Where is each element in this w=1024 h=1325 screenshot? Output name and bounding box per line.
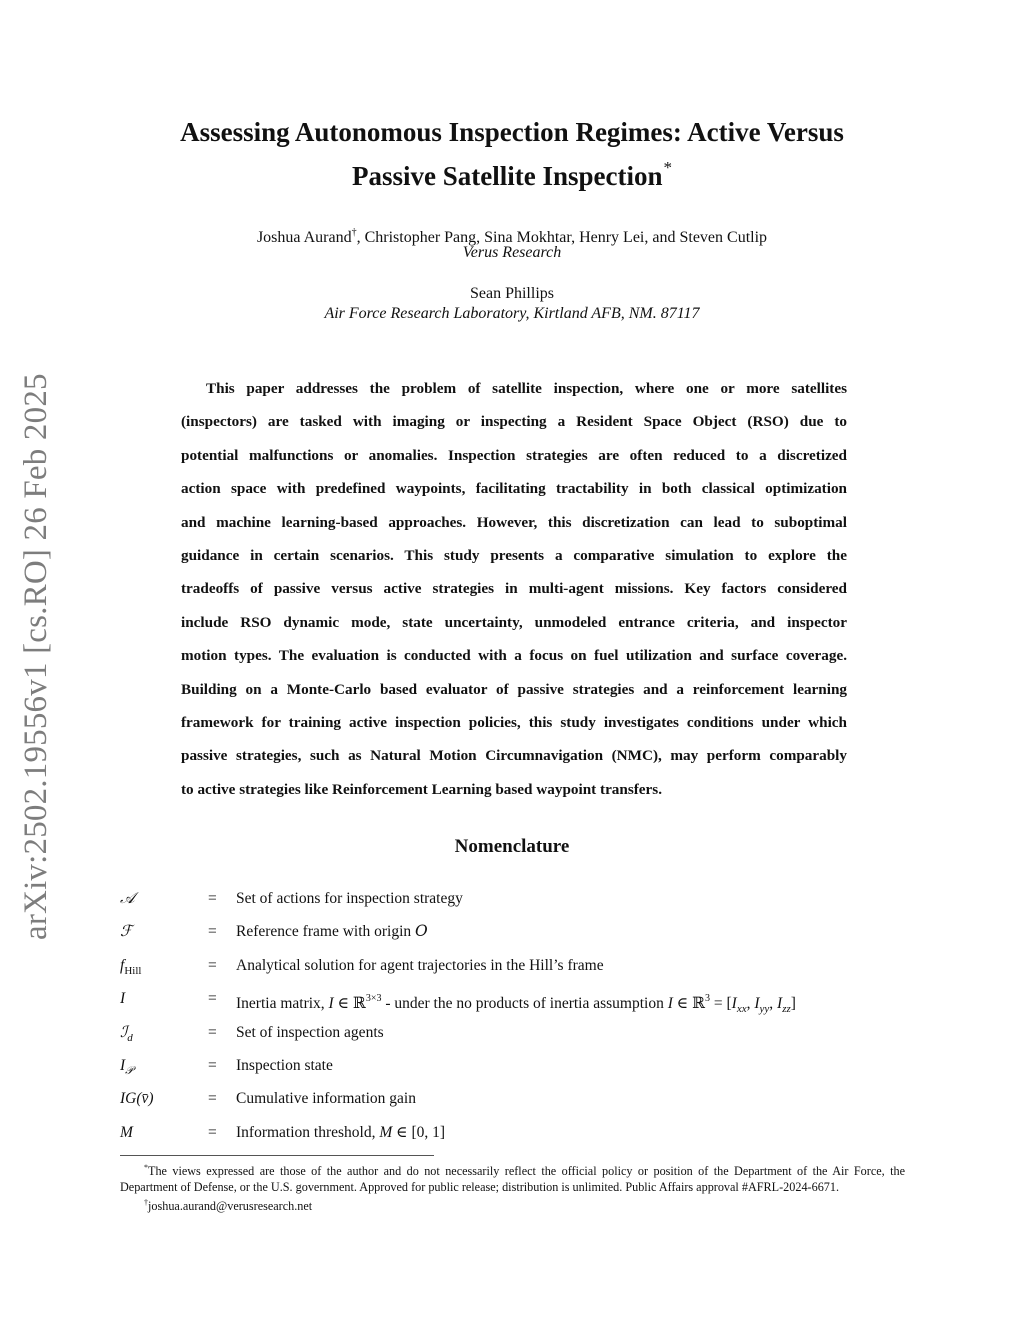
equals-sign: = <box>208 890 217 907</box>
math-symbol: I <box>667 995 673 1013</box>
affiliation-verus: Verus Research <box>462 244 562 261</box>
math-symbol: M <box>379 1123 393 1141</box>
abstract <box>181 372 847 806</box>
equals-sign: = <box>208 1056 217 1074</box>
equals-sign: = <box>208 923 217 941</box>
abstract-line: include RSO dynamic mode, state uncertainty, unmodeled entrance criteria, and inspector <box>181 613 847 631</box>
arxiv-identifier: arXiv:2502.19556v1 [cs.RO] 26 Feb 2025 <box>18 373 54 940</box>
title-footnote-mark[interactable]: * <box>663 158 672 177</box>
author-footnote-mark[interactable]: † <box>351 227 357 238</box>
nomenclature-definition: Analytical solution for agent trajectories in the Hill’s frame <box>236 956 604 974</box>
abstract-line: Building on a Monte-Carlo based evaluator of passive strategies and a reinforcement learning <box>181 680 847 698</box>
nomenclature-row <box>120 952 920 985</box>
abstract-line: action space with predefined waypoints, facilitating tractability in both classical optimization <box>181 480 847 498</box>
other-authors: , Christopher Pang, Sina Mokhtar, Henry Lei, and Steven Cutlip <box>356 229 768 246</box>
nomenclature-symbol: ℱ <box>120 923 133 941</box>
abstract-line: framework for training active inspection policies, this study investigates conditions under which <box>181 714 847 732</box>
nomenclature-definition <box>236 1119 445 1147</box>
definition-text: , <box>746 995 755 1013</box>
definition-text: ∈ ℝ <box>672 995 705 1013</box>
nomenclature-definition: Set of actions for inspection strategy <box>236 890 463 907</box>
nomenclature-symbol: I <box>120 990 126 1008</box>
abstract-line: potential malfunctions or anomalies. Inspection strategies are often reduced to a discretized <box>181 446 847 464</box>
author-email-link[interactable]: joshua.aurand@verusresearch.net <box>148 1199 313 1214</box>
footnote-1 <box>120 1160 905 1195</box>
definition-text: ∈ ℝ <box>333 995 366 1013</box>
nomenclature-symbol <box>120 1052 133 1085</box>
abstract-line: guidance in certain scenarios. This study presents a comparative simulation to explore the <box>181 547 847 565</box>
title-line-2-text: Passive Satellite Inspection <box>352 161 663 191</box>
math-symbol: I <box>754 995 760 1013</box>
author-second-group: Sean Phillips <box>469 285 554 302</box>
nomenclature-symbol: IG(v̄) <box>120 1090 154 1108</box>
abstract-line: motion types. The evaluation is conducted with a focus on fuel utilization and surface coverage. <box>181 647 847 665</box>
math-subscript: xx <box>736 1003 747 1016</box>
nomenclature-row <box>120 985 920 1018</box>
symbol-base: ℐ <box>120 1023 128 1041</box>
footnote-divider <box>120 1155 434 1156</box>
nomenclature-row <box>120 1085 920 1118</box>
abstract-line: to active strategies like Reinforcement Learning based waypoint transfers. <box>181 780 663 798</box>
nomenclature-definition: Reference frame with origin 𝑂 <box>236 923 428 941</box>
math-subscript: zz <box>782 1003 791 1016</box>
math-subscript: yy <box>759 1003 770 1016</box>
symbol-base: I <box>120 1056 126 1074</box>
abstract-line: This paper addresses the problem of satellite inspection, where one or more satellites <box>206 380 847 397</box>
symbol-base: f <box>120 956 125 974</box>
definition-text: , <box>769 995 778 1013</box>
nomenclature-row <box>120 1052 920 1085</box>
equals-sign: = <box>208 956 217 974</box>
math-symbol: I <box>777 995 783 1013</box>
title-line-2 <box>120 150 904 194</box>
footnote-2 <box>120 1195 905 1215</box>
definition-text: ] <box>790 995 796 1013</box>
abstract-line: tradeoffs of passive versus active strategies in multi-agent missions. Key factors considered <box>181 580 847 598</box>
footnote-text: The views expressed are those of the author and do not necessarily reflect the official policy or position of the Department of the Air Force, the Department of Defense, or the U.S. government. Approved for public release; distribution is unlimited. Public Affairs approval #AFRL-2024-6671. <box>120 1164 905 1194</box>
symbol-subscript: Hill <box>124 964 142 977</box>
nomenclature-row <box>120 1019 920 1052</box>
math-symbol: I <box>731 995 737 1013</box>
equals-sign: = <box>208 990 217 1008</box>
definition-text: Inertia matrix, <box>236 995 329 1013</box>
nomenclature-symbol: M <box>120 1123 133 1141</box>
definition-text: = [ <box>710 995 732 1013</box>
equals-sign: = <box>208 1023 217 1041</box>
abstract-line: passive strategies, such as Natural Motion Circumnavigation (NMC), may perform comparably <box>181 747 847 765</box>
nomenclature-list <box>120 885 920 1152</box>
math-symbol: I <box>328 995 334 1013</box>
symbol-subscript: 𝒫 <box>125 1064 134 1077</box>
abstract-line: and machine learning-based approaches. However, this discretization can lead to suboptimal <box>181 513 847 531</box>
definition-text: ∈ [0, 1] <box>392 1123 446 1141</box>
nomenclature-definition: Inspection state <box>236 1056 333 1074</box>
nomenclature-row <box>120 918 920 951</box>
symbol-subscript: d <box>127 1031 133 1044</box>
nomenclature-symbol: 𝒜 <box>120 890 135 907</box>
equals-sign: = <box>208 1123 217 1141</box>
nomenclature-symbol <box>120 1019 133 1052</box>
footnotes <box>120 1160 905 1215</box>
nomenclature-row <box>120 885 920 918</box>
nomenclature-definition: Cumulative information gain <box>236 1090 416 1108</box>
paper-title <box>120 114 904 194</box>
definition-text: Information threshold, <box>236 1123 380 1141</box>
nomenclature-definition <box>236 985 796 1023</box>
affiliation-afrl: Air Force Research Laboratory, Kirtland AFB, NM. 87117 <box>324 305 700 322</box>
footnote-mark: † <box>144 1198 148 1208</box>
nomenclature-definition: Set of inspection agents <box>236 1023 384 1041</box>
nomenclature-symbol <box>120 952 141 985</box>
definition-text: - under the no products of inertia assumption <box>381 995 668 1013</box>
nomenclature-heading: Nomenclature <box>454 836 570 857</box>
nomenclature-row <box>120 1119 920 1152</box>
first-author: Joshua Aurand <box>256 229 352 246</box>
math-superscript: 3 <box>705 993 710 1005</box>
footnote-mark: * <box>144 1163 148 1172</box>
equals-sign: = <box>208 1090 217 1108</box>
title-line-1: Assessing Autonomous Inspection Regimes: Active Versus <box>180 117 844 147</box>
math-superscript: 3×3 <box>365 993 382 1005</box>
abstract-line: (inspectors) are tasked with imaging or inspecting a Resident Space Object (RSO) due to <box>181 413 847 431</box>
